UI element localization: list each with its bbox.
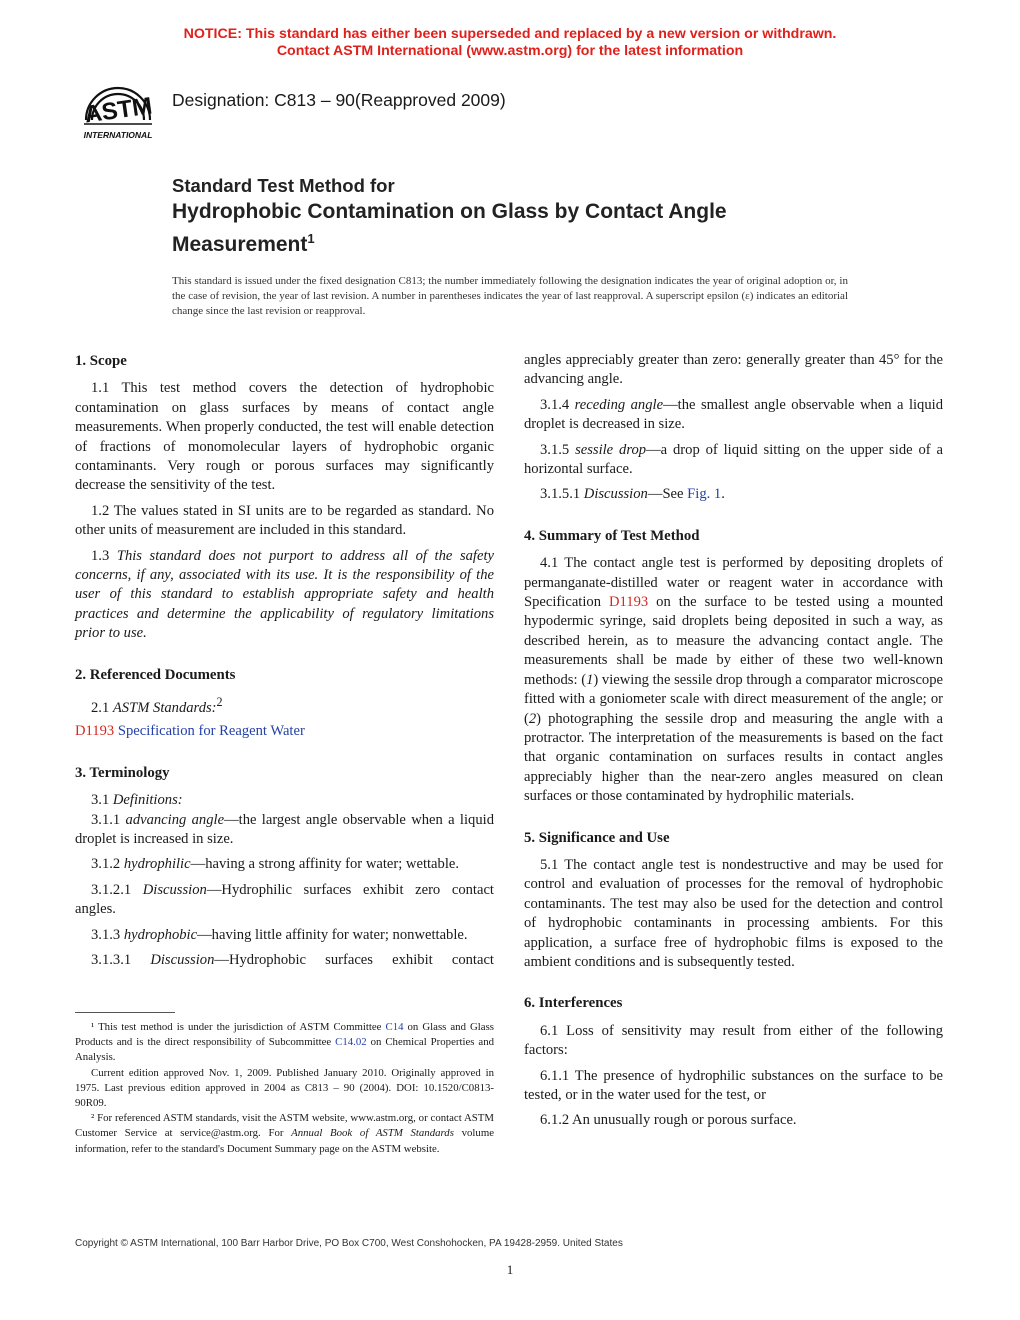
ref-d1193[interactable]: [75, 722, 494, 741]
astm-logo: [74, 74, 162, 144]
term-3-1-3-1: 3.1.3.1 Discussion—Hydrophobic surfaces exhibit contact: [91, 952, 494, 969]
footnote-link-c1402[interactable]: C14.02: [335, 1036, 367, 1049]
section-significance-heading: 5. Significance and Use: [524, 829, 670, 846]
scope-1-1: 1.1 This test method covers the detection of hydrophobic contamination on glass surfaces by means of contact angle measurements. When properly conducted, the test will enable detection of fractions of monomolecular layers of hydrophobic organic contaminants. Very rough or porous surfaces may significantly decrease the sensitivity of the test.: [75, 380, 494, 494]
term-3-1-2-1: 3.1.2.1 Discussion—Hydrophilic surfaces exhibit zero contact angles.: [75, 881, 494, 918]
logo-international: INTERNATIONAL: [83, 130, 153, 140]
section-scope-heading: 1. Scope: [75, 353, 127, 369]
logo-letters: ASTM: [82, 92, 154, 129]
interferences-6-1: 6.1 Loss of sensitivity may result from either of the following factors:: [524, 1022, 943, 1059]
refdocs-2-1: 2.1 ASTM Standards:$^2$: [91, 695, 223, 716]
scope-1-2: 1.2 The values stated in SI units are to be regarded as standard. No other units of measurement are included in this standard.: [75, 502, 494, 539]
footnote-2: ² For referenced ASTM standards, visit the ASTM website, www.astm.org, or contact ASTM Customer Service at service@astm.org. For Annual Book of ASTM Standards volume information, refer to the standard's Document Summary page on the ASTM website.: [75, 1112, 495, 1155]
d1193-link[interactable]: D1193: [609, 594, 649, 611]
title-line-3: Measurement$^1$: [172, 231, 315, 256]
fig-1-link[interactable]: Fig. 1: [687, 486, 722, 503]
document-title: [172, 174, 727, 258]
ref-code-link[interactable]: D1193: [75, 723, 115, 740]
designation: Designation: C813 – 90(Reapproved 2009): [172, 90, 506, 110]
title-line-1: Standard Test Method for: [172, 175, 395, 196]
term-3-1-2: 3.1.2 hydrophilic—having a strong affinity for water; wettable.: [91, 856, 460, 873]
term-3-1-4: 3.1.4 receding angle—the smallest angle observable when a liquid droplet is decreased in size.: [524, 396, 944, 433]
footnote-2-ref[interactable]: 2: [216, 695, 223, 710]
term-3-1-3: 3.1.3 hydrophobic—having little affinity for water; nonwettable.: [91, 926, 468, 943]
footnotes: [75, 1020, 494, 1157]
preamble: This standard is issued under the fixed designation C813; the number immediately following the designation indicates the year of original adoption or, in the case of revision, the year of last revision. A number in parentheses indicates the year of last reapproval. A superscript epsilon (ε) indicates an editorial change since the last revision or reapproval.: [172, 275, 848, 317]
ref-title-link[interactable]: Specification for Reagent Water: [114, 723, 305, 740]
term-3-1-1: 3.1.1 advancing angle—the largest angle observable when a liquid droplet is increased in size.: [75, 811, 494, 847]
footnote-divider: [75, 1012, 175, 1013]
section-interferences-heading: 6. Interferences: [524, 995, 623, 1012]
notice-line-2: Contact ASTM International (www.astm.org) for the latest information: [276, 43, 744, 59]
section-refdocs-heading: 2. Referenced Documents: [75, 666, 236, 683]
section-terminology-heading: 3. Terminology: [75, 764, 170, 781]
title-line-2: Hydrophobic Contamination on Glass by Contact Angle: [172, 200, 727, 223]
interferences-6-1-1: 6.1.1 The presence of hydrophilic substances on the surface to be tested, or in the water used for the test, or: [524, 1067, 943, 1103]
scope-1-3: 1.3 This standard does not purport to address all of the safety concerns, if any, associated with its use. It is the responsibility of the user of this standard to establish appropriate safety and health practices and determine the applicability of regulatory limitations prior to use.: [75, 547, 494, 642]
term-3-1-3-1-continued: angles appreciably greater than zero: generally greater than 45° for the advancing angle.: [524, 352, 943, 388]
notice-line-1: NOTICE: This standard has either been superseded and replaced by a new version or withdrawn.: [183, 26, 837, 42]
left-column: [75, 352, 494, 976]
page-number: 1: [506, 1262, 514, 1277]
footnote-link-c14[interactable]: C14: [385, 1021, 404, 1033]
footnote-1-edition: Current edition approved Nov. 1, 2009. Published January 2010. Originally approved in 1975. Last previous edition approved in 2004 as C813 – 90 (2004). DOI: 10.1520/C0813-90R09.: [75, 1066, 494, 1110]
interferences-6-1-2: 6.1.2 An unusually rough or porous surface.: [540, 1112, 797, 1129]
term-3-1-5-1: 3.1.5.1 Discussion—See Fig. 1.: [540, 486, 725, 503]
copyright: Copyright © ASTM International, 100 Barr Harbor Drive, PO Box C700, West Conshohocken, PA 19428-2959. United States: [75, 1238, 623, 1249]
section-summary-heading: 4. Summary of Test Method: [524, 527, 700, 544]
summary-4-1: 4.1 The contact angle test is performed by depositing droplets of permanganate-distilled water or reagent water in accordance with Specification D1193 on the surface to be tested using a mounted hypodermic syringe, said droplets being deposited in such a way, as described herein, as to measure the advancing contact angle. The measurements shall be made by either of these two well-known methods: (1) viewing the sessile drop through a comparator microscope fitted with a goniometer scale with direct measurement of the angle; or (2) photographing the sessile drop and measuring the angle with a protractor. The interpretation of the measurements is based on the fact that organic contamination on surfaces results in contact angles appreciably higher than the near-zero angles measured on clean surfaces or those contaminated by hydrophilic materials.: [524, 555, 943, 805]
superseded-notice: [0, 26, 1020, 60]
term-3-1-5: 3.1.5 sessile drop—a drop of liquid sitting on the upper side of a horizontal surface.: [524, 441, 943, 478]
term-3-1: 3.1 Definitions:: [91, 792, 183, 809]
title-footnote-ref[interactable]: 1: [307, 231, 315, 246]
footnote-1: ¹ This test method is under the jurisdiction of ASTM Committee C14 on Glass and Glass Products and is the direct responsibility of Subcommittee C14.02 on Chemical Properties and Analysis.: [75, 1021, 494, 1064]
significance-5-1: 5.1 The contact angle test is nondestructive and may be used for control and evaluation of processes for the removal of hydrophobic contaminants. The test may also be used for the detection and control of hydrophobic contaminants in processing ambients. For this application, a surface free of hydrophobic films is exposed to the ambient conditions and is subsequently tested.: [524, 856, 943, 970]
right-column: [524, 351, 943, 1137]
